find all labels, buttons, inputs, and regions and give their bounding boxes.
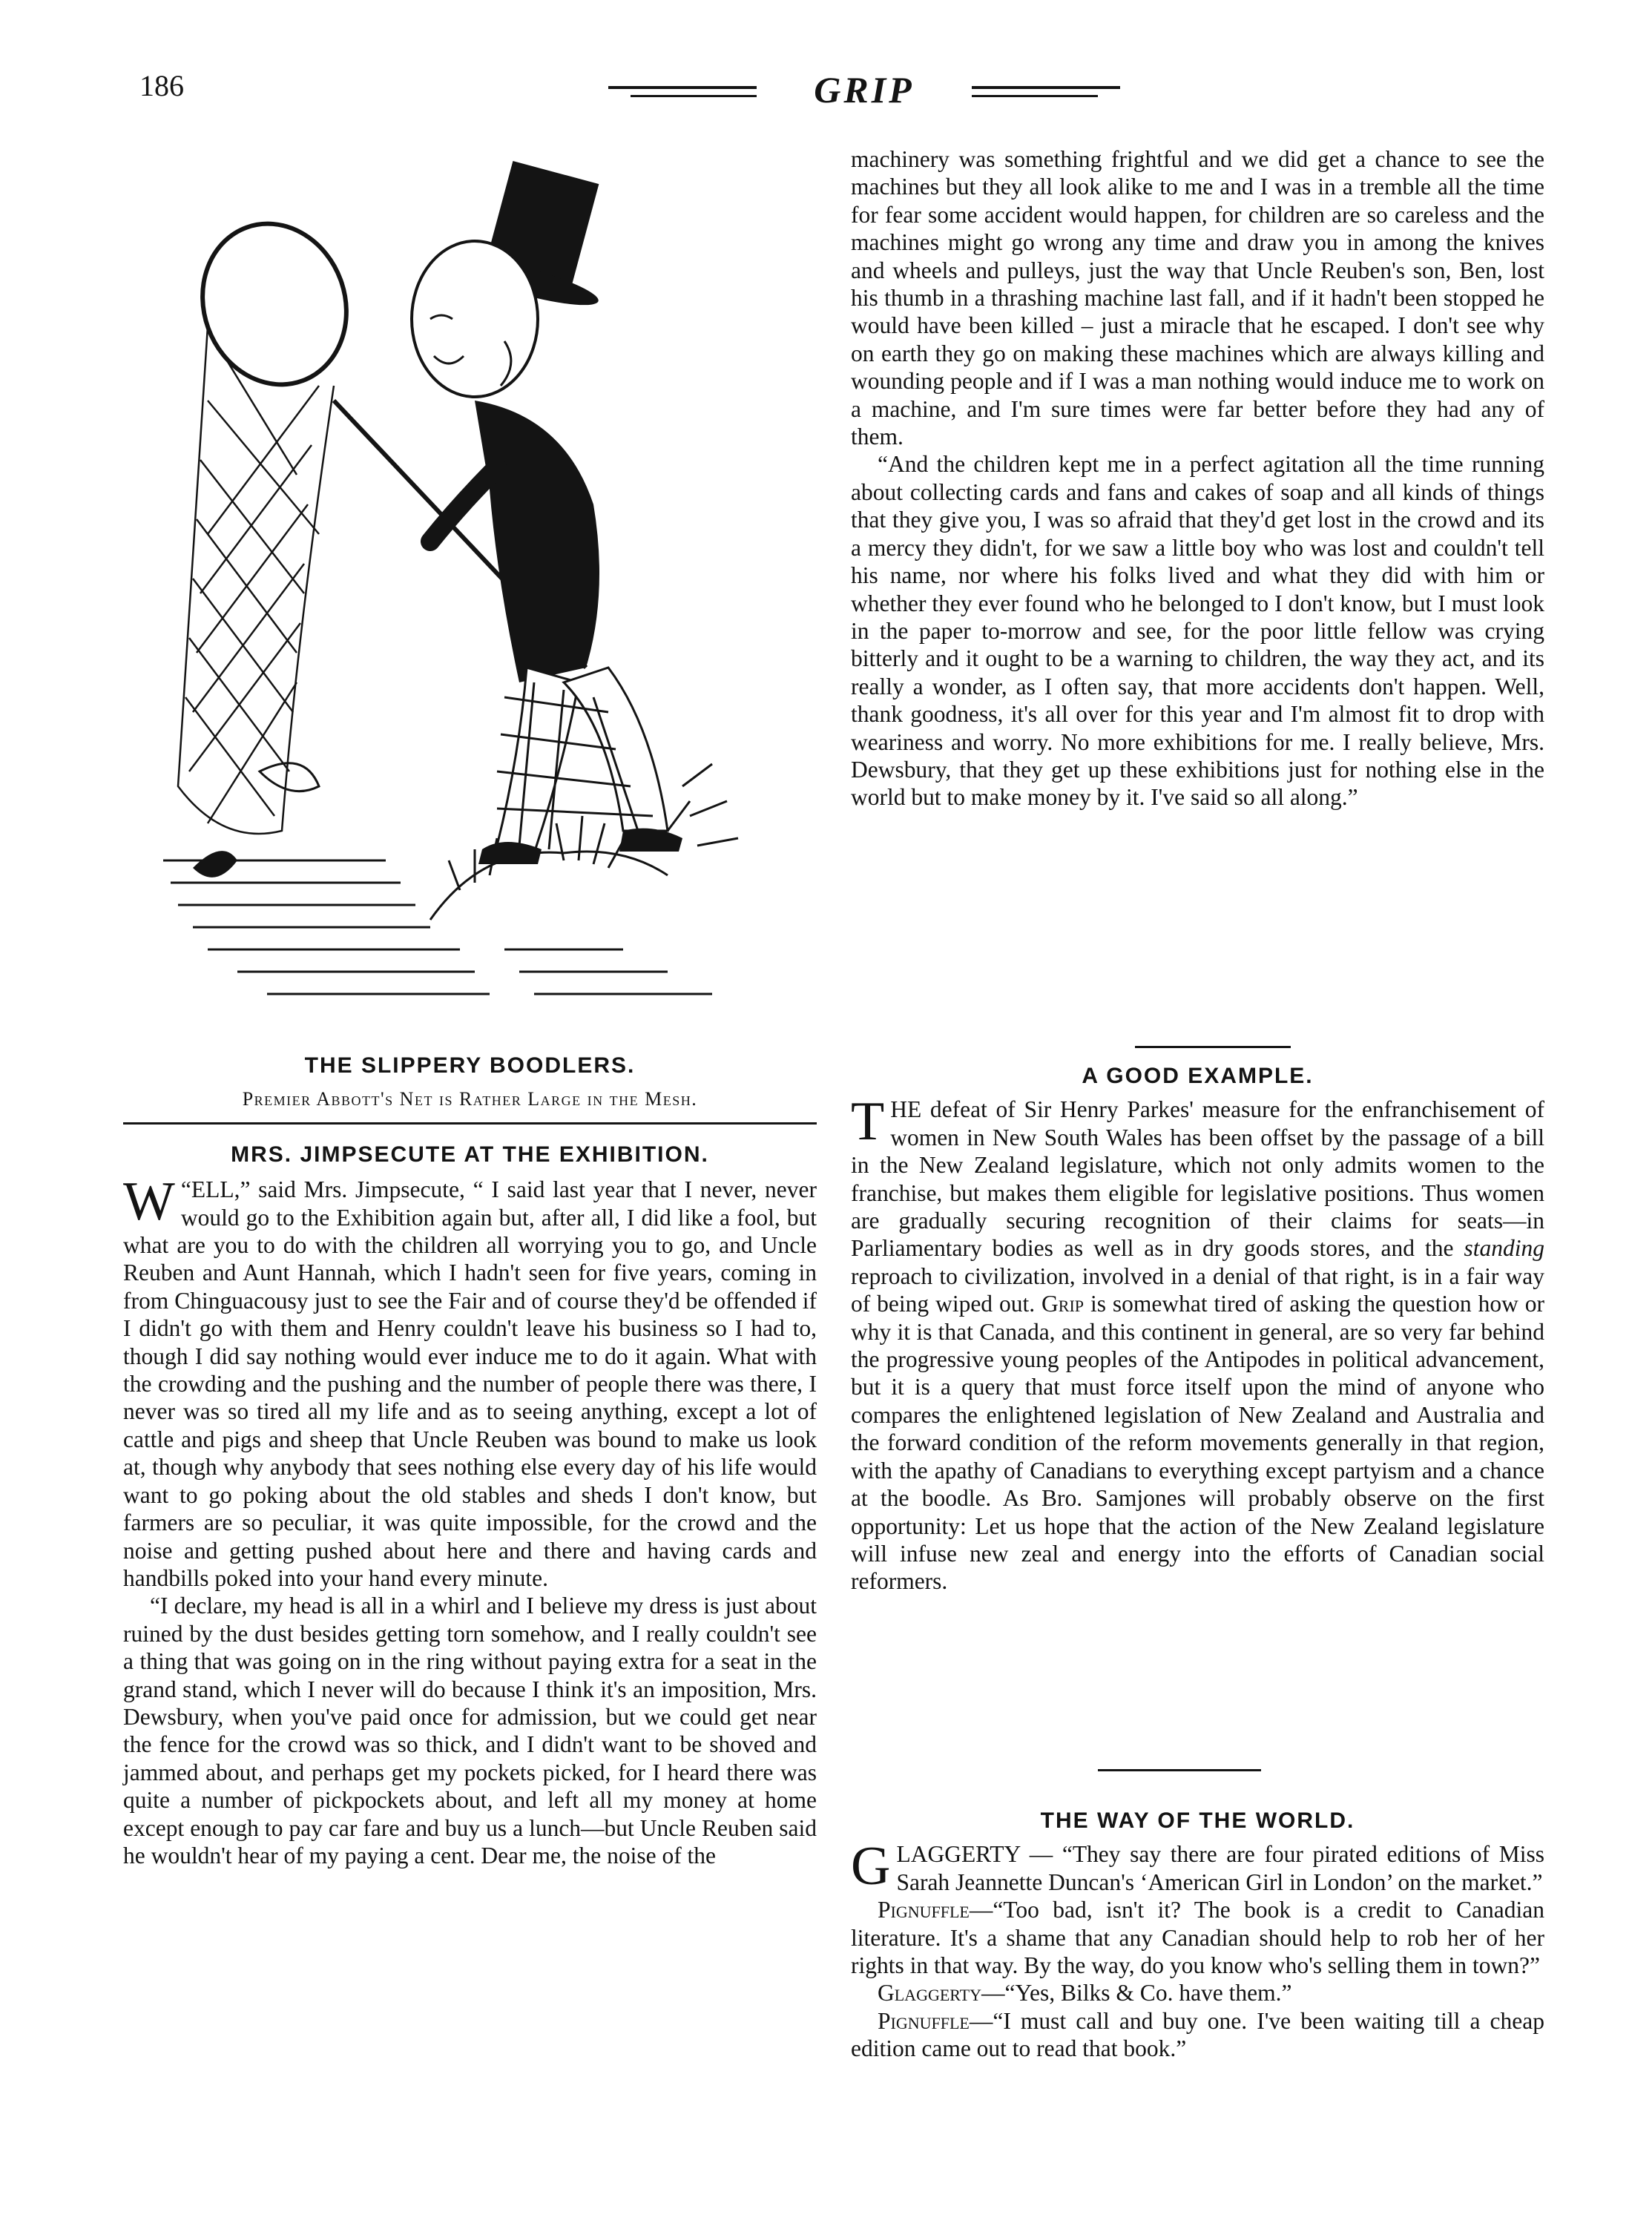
left-column <box>123 1052 817 1869</box>
article-paragraph <box>851 1836 1544 1897</box>
article-paragraph <box>851 2007 1544 2063</box>
grip-name: Grip <box>1041 1291 1085 1317</box>
paragraph-text: HE defeat of Sir Henry Parkes' measure for the enfranchisement of women in New South Wales has been offset by the passage of a bill in the New Zealand legislature, which not only admits women to the franchise, but makes them eligible for legislative positions. Thus women are gradually securing recognition of their claims for seats—in Parliamentary bodies as well as in dry goods stores, and the <box>851 1096 1544 1262</box>
right-column <box>851 145 1544 811</box>
speaker-name: Pignuffle <box>878 1897 970 1923</box>
masthead <box>608 68 1120 113</box>
emphasis-text: standing <box>1464 1235 1544 1262</box>
fish-shape <box>260 763 319 791</box>
man-coat <box>475 401 599 682</box>
right-column-way-of-world <box>851 1807 1544 2063</box>
article-headline: MRS. JIMPSECUTE AT THE EXHIBITION. <box>231 1142 709 1167</box>
illustration-subtitle: Premier Abbott's Net is Rather Large in the Mesh. <box>242 1088 698 1110</box>
article-paragraph: “I declare, my head is all in a whirl and I believe my dress is just about ruined by the dust besides getting torn somehow, and I really couldn't see a thing that was going on in the ring without paying extra for a seat in the grand stand, which I never will do because I think it's an imposition, Mrs. Dewsbury, when you've paid once for admission, but we could get near the fence for the crowd was so thick, and I didn't want to be shoved and jammed about, and perhaps get my pockets picked, for I heard there was quite a number of pickpockets about, and left all my money at home except enough to pay car fare and buy us a lunch—but Uncle Reuben said he wouldn't hear of my paying a cent. Dear me, the noise of the <box>123 1593 817 1869</box>
paragraph-text: reproach to civilization, involved in a denial of that right, is in a fair way of being wiped out. <box>851 1262 1544 1317</box>
masthead-title: GRIP <box>814 69 915 111</box>
drop-cap: T <box>851 1091 885 1153</box>
paragraph-text: —“Yes, Bilks & Co. have them.” <box>981 1980 1292 2006</box>
water-hatching <box>163 860 712 994</box>
paragraph-text: is somewhat tired of asking the question how or why it is that Canada, and this continent in general, are so very far behind the progressive young peoples of the Antipodes in political advancement, but it is a query that must force itself upon the mind of anyone who compares the enlightened legislation of New Zealand and Australia and the forward condition of the reform movements generally in that region, with the apathy of Canadians to everything except partyism and a chance at the boodle. As Bro. Samjones will probably observe on the first opportunity: Let us hope that the action of the New Zealand legislature will infuse new zeal and energy into the efforts of Canadian social reformers. <box>851 1291 1544 1595</box>
open-quote: “ <box>180 1176 191 1203</box>
grass-bank <box>430 764 738 920</box>
right-column-good-example <box>851 1062 1544 1596</box>
paragraph-text: —“Too bad, isn't it? The book is a credit to Canadian literature. It's a shame that any Canadian should help to rob her of her rights in that way. By the way, do you know who's selling them in town?” <box>851 1897 1544 1979</box>
speaker-name: Pignuffle <box>878 2007 970 2034</box>
illustration-title: THE SLIPPERY BOODLERS. <box>304 1053 636 1078</box>
article-paragraph: “And the children kept me in a perfect agitation all the time running about collecting cards and fans and cakes of soap and all kinds of things that they give you, I was so afraid that they'd get lost in the crowd and its a mercy they didn't, for we saw a little boy who was lost and couldn't tell his name, nor where his folks lived and what they did with him or whether they ever found who he belonged to I don't know, but I must look in the paper to-morrow and see, for the poor little fellow was crying bitterly and it ought to be a warning to children, the way they act, and its really a wonder, as I often say, that more accidents don't happen. Well, thank goodness, it's all over for this year and I'm almost fit to drop with weariness and worry. No more exhibitions for me. I really believe, Mrs. Dewsbury, that they get up these exhibitions just for nothing else in the world but to make money by it. I've said so all along.” <box>851 451 1544 811</box>
fish-shape <box>193 851 237 878</box>
section-divider <box>123 1122 817 1125</box>
page-number: 186 <box>139 69 184 102</box>
article-paragraph <box>851 1979 1544 2006</box>
drop-cap: W <box>123 1171 175 1233</box>
article-headline: THE WAY OF THE WORLD. <box>1040 1808 1355 1833</box>
paragraph-text: —“I must call and buy one. I've been waiting till a cheap edition came out to read that book.” <box>851 2007 1544 2062</box>
article-paragraph <box>851 1091 1544 1595</box>
section-divider <box>1098 1769 1261 1771</box>
paragraph-text: LAGGERTY — “They say there are four pirated editions of Miss Sarah Jeannette Duncan's ‘American Girl in London’ on the market.” <box>896 1841 1544 1895</box>
article-headline: A GOOD EXAMPLE. <box>1082 1064 1314 1088</box>
section-divider <box>1135 1046 1291 1048</box>
net-mesh <box>178 326 334 834</box>
net-hoop <box>180 203 369 405</box>
article-paragraph <box>123 1171 817 1592</box>
paragraph-text: ELL,” said Mrs. Jimpsecute, “ I said last year that I never, never would go to the Exhibition again but, after all, I did like a fool, but what are you to do with the children all worrying you to go, and Uncle Reuben and Aunt Hannah, which I hadn't seen for five years, coming in from Chinguacousy just to see the Fair and of course they'd be offended if I didn't go with them and Henry couldn't leave his business so I had to, though I did say nothing would ever induce me to do it again. What with the crowding and the pushing and the number of people there was there, I never was so tired all my life and as to seeing anything, except a lot of cattle and pigs and sheep that Uncle Reuben was bound to make us look at, though why anybody that sees nothing else every day of his life would want to go poking about the old stables and sheds I don't know, but farmers are so peculiar, it was quite impossible, for the crowd and the noise and getting pushed about here and there and having cards and handbills poked into your hand every minute. <box>123 1176 817 1591</box>
article-paragraph <box>851 1896 1544 1979</box>
speaker-name: Glaggerty <box>878 1980 981 2006</box>
man-shoe <box>619 829 682 852</box>
cartoon-illustration <box>148 119 816 1031</box>
drop-cap: G <box>851 1836 891 1897</box>
article-paragraph: machinery was something frightful and we did get a chance to see the machines but they all look alike to me and I was in a tremble all the time for fear some accident would happen, for children are so careless and the machines might go wrong any time and draw you in among the knives and wheels and pulleys, just the way that Uncle Reuben's son, Ben, lost his thumb in a thrashing machine last fall, and if it hadn't been stopped he would have been killed – just a miracle that he escaped. I don't see why on earth they go on making these machines which are always killing and wounding people and if I was a man nothing would induce me to work on a machine, and I'm sure times were far better before they had any of them. <box>851 146 1544 450</box>
man-arm <box>430 467 497 541</box>
